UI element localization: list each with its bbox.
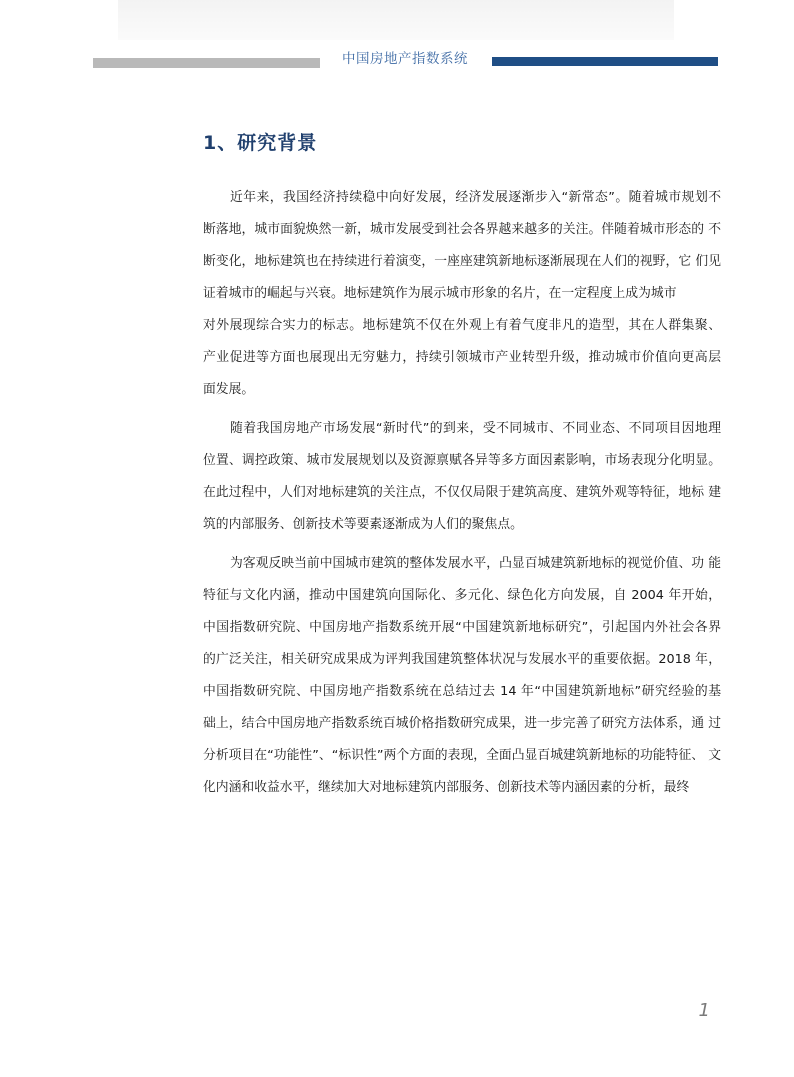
text-line: 化内涵和收益水平，继续加大对地标建筑内部服务、创新技术等内涵因素的分析，最终 — [203, 780, 690, 795]
text-line: 近年来，我国经济持续稳中向好发展，经济发展逐渐步入“新常态”。随着城市规划不 — [230, 190, 721, 205]
text-line: 产业促进等方面也展现出无穷魅力，持续引领城市产业转型升级，推动城市价值向更高层 — [203, 350, 721, 365]
text-line: 中国指数研究院、中国房地产指数系统在总结过去 14 年“中国建筑新地标”研究经验的基 — [203, 684, 721, 699]
paragraph — [203, 413, 721, 541]
paragraph — [203, 548, 721, 804]
text-line: 位置、调控政策、城市发展规划以及资源禀赋各异等多方面因素影响，市场表现分化明显。 — [203, 453, 721, 468]
header-bar-right — [492, 57, 718, 66]
text-line: 面发展。 — [203, 382, 255, 397]
text-line: 筑的内部服务、创新技术等要素逐渐成为人们的聚焦点。 — [203, 517, 523, 532]
text-line: 断落地，城市面貌焕然一新，城市发展受到社会各界越来越多的关注。伴随着城市形态的 不 — [203, 222, 721, 237]
text-line: 础上，结合中国房地产指数系统百城价格指数研究成果，进一步完善了研究方法体系，通 过 — [203, 716, 721, 731]
paragraph — [203, 182, 721, 406]
body-text — [203, 182, 721, 804]
header-bar-left — [93, 58, 320, 68]
text-line: 在此过程中，人们对地标建筑的关注点，不仅仅局限于建筑高度、建筑外观等特征，地标 建 — [203, 485, 721, 500]
text-line: 证着城市的崛起与兴衰。地标建筑作为展示城市形象的名片，在一定程度上成为城市 — [203, 286, 677, 301]
text-line: 分析项目在“功能性”、“标识性”两个方面的表现，全面凸显百城建筑新地标的功能特征、 文 — [203, 748, 721, 763]
header-shade — [118, 0, 674, 40]
page-number: 1 — [698, 1000, 710, 1021]
section-title: 1、研究背景 — [203, 132, 318, 154]
text-line: 断变化，地标建筑也在持续进行着演变，一座座建筑新地标逐渐展现在人们的视野，它 们见 — [203, 254, 721, 269]
text-line: 的广泛关注，相关研究成果成为评判我国建筑整体状况与发展水平的重要依据。2018 年， — [203, 652, 721, 667]
text-line: 特征与文化内涵，推动中国建筑向国际化、多元化、绿色化方向发展，自 2004 年开始， — [203, 588, 721, 603]
text-line: 对外展现综合实力的标志。地标建筑不仅在外观上有着气度非凡的造型，其在人群集聚、 — [203, 318, 721, 333]
text-line: 为客观反映当前中国城市建筑的整体发展水平，凸显百城建筑新地标的视觉价值、功 能 — [230, 556, 721, 571]
text-line: 随着我国房地产市场发展“新时代”的到来，受不同城市、不同业态、不同项目因地理 — [230, 421, 721, 436]
text-line: 中国指数研究院、中国房地产指数系统开展“中国建筑新地标研究”，引起国内外社会各界 — [203, 620, 721, 635]
header-title: 中国房地产指数系统 — [342, 51, 468, 67]
